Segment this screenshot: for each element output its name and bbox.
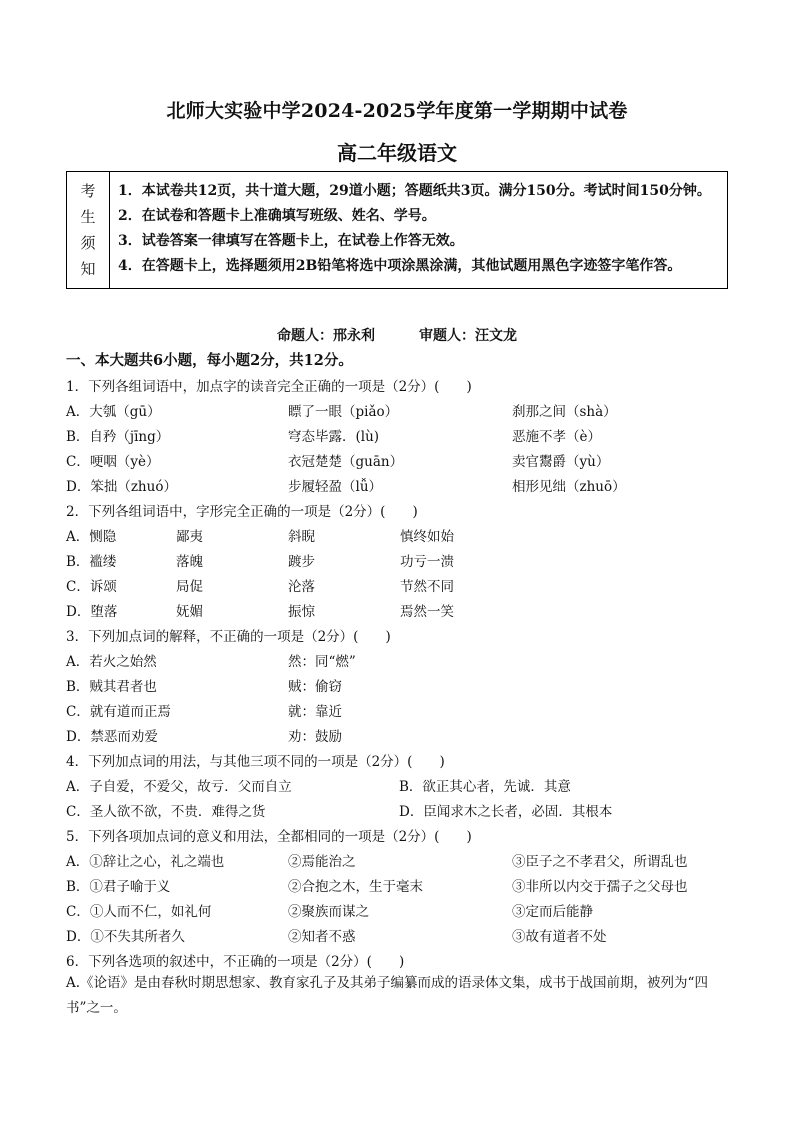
q5-option-text: ②聚族而谋之 [288, 904, 369, 920]
q1-option-text: 恶施不孝（è） [512, 429, 601, 445]
q2-option-text: 落魄 [176, 554, 203, 570]
setter-name: 命题人：邢永利 [277, 328, 375, 344]
q3-option-text: D．禁恶而劝爱 [66, 729, 158, 745]
q3-option-text: B．贼其君者也 [66, 679, 157, 695]
q6-option-a: A.《论语》是由春秋时期思想家、教育家孔子及其弟子编纂而成的语录体文集，成书于战国前期，被列为“四书”之一。 [66, 975, 708, 1016]
q5-option-text: ③故有道者不处 [512, 929, 607, 945]
q2-option-text: 沦落 [288, 579, 315, 595]
q3-option-text: 贼：偷窃 [288, 679, 342, 695]
q3-option-text: C．就有道而正焉 [66, 704, 171, 720]
notice-item: 2．在试卷和答题卡上准确填写班级、姓名、学号。 [118, 208, 436, 224]
q5-option-text: A．①辞让之心，礼之端也 [66, 854, 225, 870]
q1-option-text: C．哽咽（yè） [66, 454, 160, 470]
q5-option-text: ②合抱之木，生于毫末 [288, 879, 423, 895]
q2-option-text: 功亏一溃 [400, 554, 454, 570]
q1-option-text: 刹那之间（shà） [512, 404, 617, 420]
q5-option-text: B．①君子喻于义 [66, 879, 171, 895]
q2-option-text: A．恻隐 [66, 529, 117, 545]
q1-option-text: D．笨拙（zhuó） [66, 479, 177, 495]
q2-option-text: 局促 [176, 579, 203, 595]
notice-side-char: 须 [80, 234, 96, 252]
q4-option-text: B．欲正其心者，先诚．其意 [399, 779, 571, 795]
q2-option-text: 鄙夷 [176, 529, 203, 545]
notice-item: 1．本试卷共12页，共十道大题，29道小题；答题纸共3页。满分150分。考试时间150分钟。 [118, 183, 711, 199]
question-3-stem: 3．下列加点词的解释，不正确的一项是（2分）( ) [66, 629, 391, 645]
notice-item: 4．在答题卡上，选择题须用2B铅笔将选中项涂黑涂满，其他试题用黑色字迹签字笔作答。 [118, 258, 682, 274]
q1-option-text: 衣冠楚楚（guān） [288, 454, 404, 470]
notice-body [110, 172, 728, 289]
notice-side-label [67, 172, 110, 289]
q5-option-text: ③定而后能静 [512, 904, 593, 920]
q1-option-text: B．自矜（jīng） [66, 429, 170, 445]
q2-option-text: 踱步 [288, 554, 315, 570]
q2-option-text: 斜睨 [288, 529, 315, 545]
q1-option-text: A．大瓠（gū） [66, 404, 161, 420]
q5-option-text: ③非所以内交于孺子之父母也 [512, 879, 688, 895]
q3-option-text: 然：同“燃” [288, 654, 356, 670]
q4-option-text: C．圣人欲不欲，不贵．难得之货 [66, 804, 266, 820]
q3-option-text: 劝：鼓励 [288, 729, 342, 745]
exam-subtitle: 高二年级语文 [337, 141, 457, 165]
q1-option-text: 相形见绌（zhuō） [512, 479, 626, 495]
q4-option-text: A．子自爱，不爱父，故亏．父而自立 [66, 779, 292, 795]
q3-option-text: 就：靠近 [288, 704, 342, 720]
q2-option-text: 慎终如始 [400, 529, 454, 545]
q1-option-text: 瞟了一眼（piǎo） [288, 404, 399, 420]
question-5-stem: 5．下列各项加点词的意义和用法，全都相同的一项是（2分）( ) [66, 829, 472, 845]
exam-title: 北师大实验中学2024-2025学年度第一学期期中试卷 [166, 100, 628, 122]
q2-option-text: C．诉颂 [66, 579, 117, 595]
q5-option-text: D．①不失其所者久 [66, 929, 185, 945]
q2-option-text: 振惊 [288, 604, 315, 620]
q3-option-text: A．若火之始然 [66, 654, 157, 670]
q2-option-text: D．堕落 [66, 604, 118, 620]
reviewer-name: 审题人：汪文龙 [419, 328, 517, 344]
notice-side-char: 知 [80, 260, 96, 278]
q5-option-text: ②知者不惑 [288, 929, 356, 945]
q5-option-text: C．①人而不仁，如礼何 [66, 904, 212, 920]
notice-item: 3．试卷答案一律填写在答题卡上，在试卷上作答无效。 [118, 233, 464, 249]
q1-option-text: 穹态毕露．(lù) [288, 429, 380, 445]
notice-side-char: 生 [80, 208, 96, 226]
q2-option-text: 妩媚 [176, 604, 203, 620]
q2-option-text: 焉然一笑 [400, 604, 454, 620]
question-1-stem: 1．下列各组词语中，加点字的读音完全正确的一项是（2分）( ) [66, 379, 472, 395]
notice-side-char: 考 [80, 182, 96, 200]
q1-option-text: 步履轻盈（lǚ） [288, 479, 383, 495]
section-heading: 一、本大题共6小题，每小题2分，共12分。 [66, 352, 353, 369]
examinee-notice-box [66, 171, 728, 289]
question-6-stem: 6．下列各选项的叙述中，不正确的一项是（2分）( ) [66, 954, 405, 970]
question-4-stem: 4．下列加点词的用法，与其他三项不同的一项是（2分）( ) [66, 754, 445, 770]
q5-option-text: ③臣子之不孝君父，所谓乱也 [512, 854, 688, 870]
q2-option-text: 节然不同 [400, 579, 454, 595]
q1-option-text: 卖官鬻爵（yù） [512, 454, 610, 470]
question-2-stem: 2．下列各组词语中，字形完全正确的一项是（2分）( ) [66, 504, 418, 520]
q2-option-text: B．褴缕 [66, 554, 117, 570]
author-line [0, 325, 794, 345]
q5-option-text: ②焉能治之 [288, 854, 356, 870]
q4-option-text: D．臣闻求木之长者，必固．其根本 [399, 804, 613, 820]
